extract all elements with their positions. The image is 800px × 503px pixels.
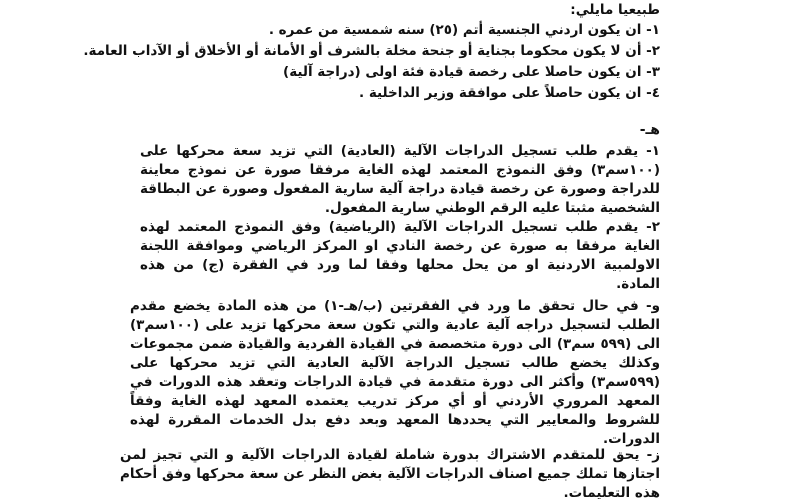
condition-item: ١- ان يكون اردني الجنسية أتم (٢٥) سنه شمسية من عمره . — [268, 22, 660, 38]
condition-item: ٤- ان يكون حاصلاً على موافقة وزير الداخلية . — [358, 85, 660, 101]
intro-line: طبيعيا مايلي: — [570, 2, 660, 18]
condition-item: ٢- أن لا يكون محكوما بجناية أو جنحة مخلة بالشرف أو الأمانة أو الأخلاق أو الآداب العامة. — [83, 43, 660, 59]
condition-item: ٣- ان يكون حاصلا على رخصة قيادة فئة اولى (دراجة آلية) — [283, 64, 660, 80]
section-h-label: هـ- — [639, 122, 660, 138]
section-h-item-1: ١- يقدم طلب تسجيل الدراجات الآلية (العادية) التي تزيد سعة محركها على (١٠٠سم٣) وفق النموذج المعتمد لهذه الغاية مرفقا صورة عن نموذج معاينة للدراجة وصورة عن رخصة قيادة دراجة آلية سارية المفعول وصورة عن البطاقة الشخصية مثبتا عليه الرقم الوطني سارية المفعول. — [140, 143, 660, 216]
section-z-paragraph: ز- يحق للمتقدم الاشتراك بدورة شاملة لقيادة الدراجات الآلية و التي تجيز لمن اجتازها تملك جميع اصناف الدراجات الآلية بغض النظر عن سعة محركها وفق أحكام هذه التعليمات. — [120, 447, 660, 501]
section-h-item-2: ٢- يقدم طلب تسجيل الدراجات الآلية (الرياضية) وفق النموذج المعتمد لهذه الغاية مرفقا به صورة عن رخصة النادي او المركز الرياضي وموافقة اللجنة الاولمبية الاردنية او من يحل محلها وفقا لما ورد في الفقرة (ج) من هذه المادة. — [140, 219, 660, 292]
conditions-list — [83, 20, 660, 104]
section-w-paragraph: و- في حال تحقق ما ورد في الفقرتين (ب/هـ-١) من هذه المادة يخضع مقدم الطلب لتسجيل دراجه آلية عادية والتي تكون سعة محركها تزيد على (١٠٠سم٣) الى (٥٩٩ سم٣) الى دورة متخصصة في القيادة الفردية والقيادة ضمن مجموعات وكذلك يخضع طالب تسجيل الدراجة الآلية العادية التي تزيد محركها على (٥٩٩سم٣) وأكثر الى دورة متقدمة في قيادة الدراجات وتعقد هذه الدورات في المعهد المروري الأردني أو أي مركز تدريب يعتمده المعهد لهذه الغاية وفقاً للشروط والمعايير التي يحددها المعهد وبعد دفع بدل الخدمات المقررة لهذه الدورات. — [130, 298, 660, 447]
